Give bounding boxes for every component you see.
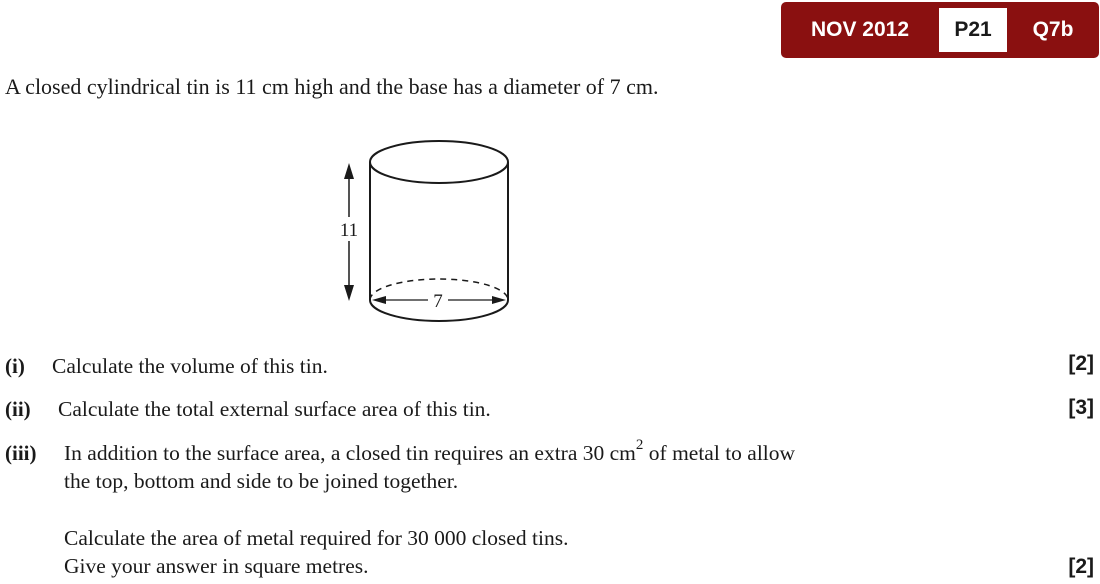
- part-i-text: Calculate the volume of this tin.: [52, 354, 328, 378]
- part-iii-line2: the top, bottom and side to be joined together.: [64, 469, 459, 493]
- part-iii-marks: [2]: [1068, 555, 1094, 578]
- height-label: 11: [339, 220, 359, 241]
- part-iii-line3: Calculate the area of metal required for 30 000 closed tins.: [64, 526, 569, 550]
- part-ii-marks: [3]: [1068, 396, 1094, 419]
- diameter-arrow-right-head: [492, 296, 506, 304]
- question-number-tag: Q7b: [1032, 18, 1074, 41]
- height-arrow-up-head: [344, 163, 354, 179]
- paper-number-tag: P21: [939, 8, 1007, 52]
- diameter-label: 7: [433, 291, 443, 312]
- part-i-marks: [2]: [1068, 352, 1094, 375]
- cylinder-diagram: [330, 135, 530, 335]
- height-arrow-down-head: [344, 285, 354, 301]
- part-iii-line4: Give your answer in square metres.: [64, 554, 369, 578]
- part-iii-line1: In addition to the surface area, a closed tin requires an extra 30 $cm^2$ of metal to allow: [64, 436, 796, 465]
- diameter-arrow-left-head: [372, 296, 386, 304]
- part-ii-label: (ii): [5, 397, 31, 421]
- cylinder-top-ellipse: [370, 141, 508, 183]
- part-i-label: (i): [5, 354, 25, 378]
- exam-session-tag: NOV 2012: [810, 18, 910, 41]
- question-tag-bar: [781, 2, 1099, 58]
- part-iii-label: (iii): [5, 441, 37, 465]
- question-stem: A closed cylindrical tin is 11 cm high and the base has a diameter of 7 cm.: [5, 74, 659, 99]
- part-ii-text: Calculate the total external surface area of this tin.: [58, 397, 491, 421]
